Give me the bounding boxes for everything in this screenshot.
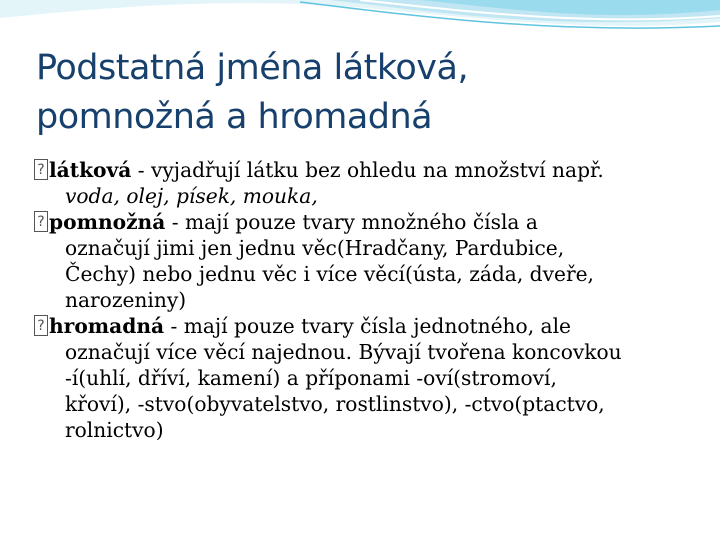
item-line xyxy=(34,209,694,235)
list-item-hromadna xyxy=(34,313,694,443)
term-pomnozna: pomnožná xyxy=(49,210,166,234)
item-text: - mají pouze tvary množného čísla a xyxy=(165,210,538,234)
item-line: -í(uhlí, dříví, kamení) a příponami -oví(stromoví, xyxy=(65,366,557,390)
item-text: - mají pouze tvary čísla jednotného, ale xyxy=(164,314,571,338)
list-item-pomnozna xyxy=(34,209,694,313)
list-item-latkova xyxy=(34,157,694,209)
slide-title xyxy=(36,44,696,142)
title-line-1: Podstatná jména látková, xyxy=(36,48,469,88)
item-line: Čechy) nebo jednu věc i více věcí(ústa, záda, dveře, xyxy=(65,262,594,286)
missing-glyph-bullet-icon xyxy=(34,159,48,180)
missing-glyph-bullet-icon xyxy=(34,315,48,336)
term-latkova: látková xyxy=(49,158,132,182)
item-text: - vyjadřují látku bez ohledu na množství např. xyxy=(131,158,604,182)
item-line: označují jimi jen jednu věc(Hradčany, Pardubice, xyxy=(65,236,565,260)
item-line xyxy=(34,183,694,209)
title-line-2: pomnožná a hromadná xyxy=(36,97,433,137)
slide-body xyxy=(34,157,694,443)
item-line xyxy=(34,313,694,339)
example-text: voda, olej, písek, mouka, xyxy=(65,184,318,208)
missing-glyph-bullet-icon xyxy=(34,211,48,232)
item-line xyxy=(34,157,694,183)
item-line: označují více věcí najednou. Bývají tvořena koncovkou xyxy=(65,340,622,364)
item-line: rolnictvo) xyxy=(65,418,164,442)
item-line: křoví), -stvo(obyvatelstvo, rostlinstvo), -ctvo(ptactvo, xyxy=(65,392,605,416)
term-hromadna: hromadná xyxy=(49,314,165,338)
item-line: narozeniny) xyxy=(65,288,187,312)
